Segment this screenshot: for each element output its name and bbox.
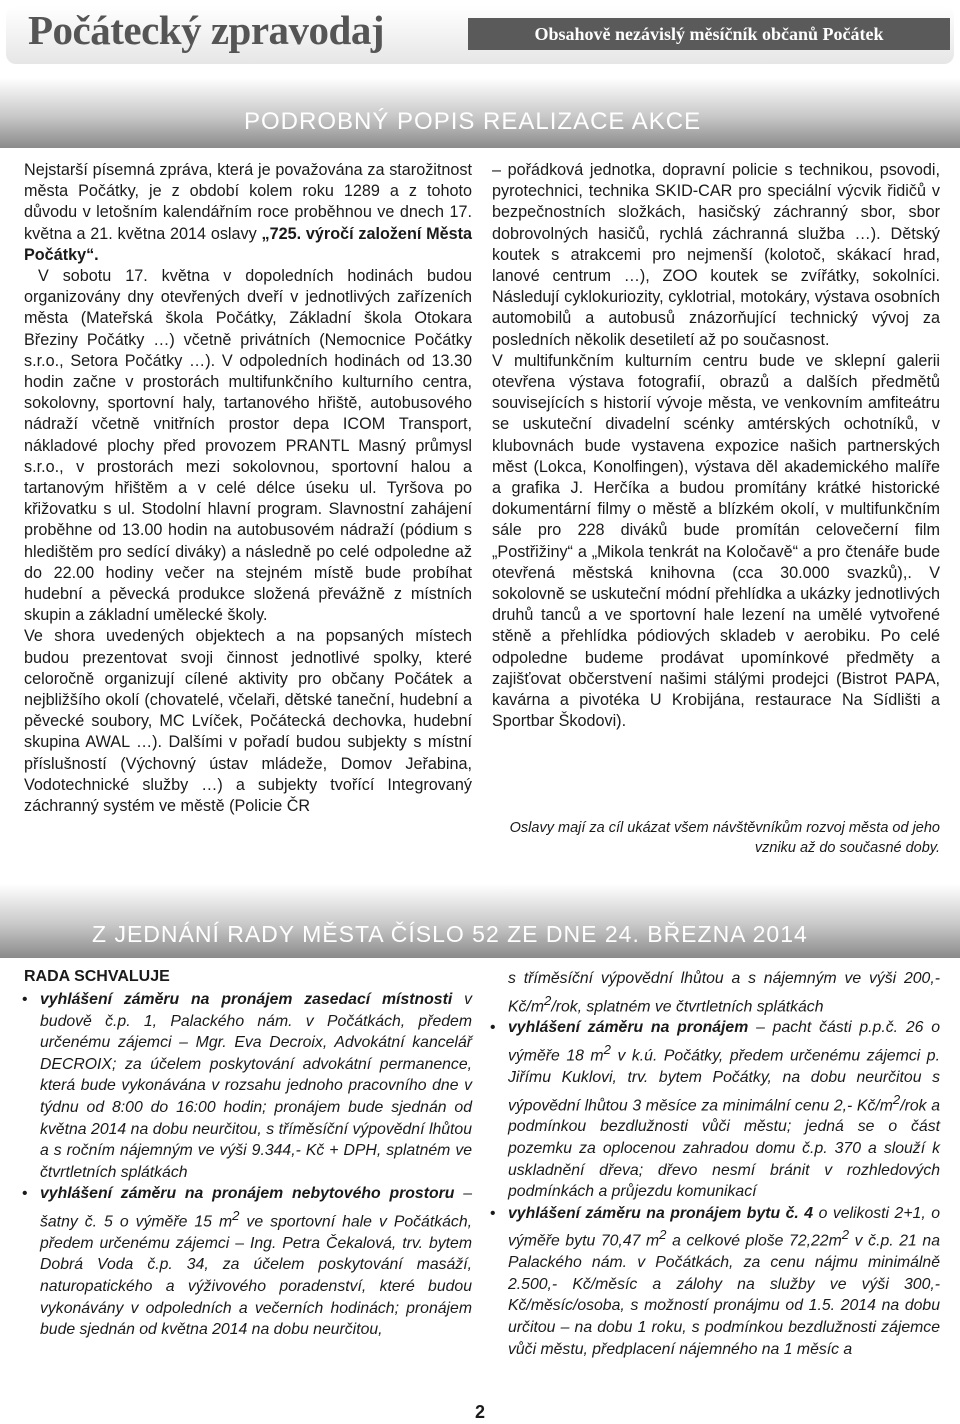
resolution-item bbox=[490, 1203, 940, 1360]
resolution-item bbox=[22, 1183, 472, 1340]
resolution-item bbox=[22, 989, 472, 1183]
resolution-text: /rok a podmínkou bezdlužnosti vůči městu; jedná se o část pozemku za oplocenou zahradou domu č.p. 370 a slouží k uskladnění dřeva; dřevo nesmí bránit v rozhledových podmínkách a průjezdu komunikací bbox=[508, 1096, 941, 1201]
resolution-item bbox=[490, 1017, 940, 1202]
article-column-left bbox=[24, 160, 472, 817]
resolution-continuation bbox=[490, 968, 940, 1017]
section-band-council bbox=[0, 884, 960, 958]
resolution-title: vyhlášení záměru na pronájem bytu č. 4 bbox=[508, 1204, 814, 1222]
resolution-title: vyhlášení záměru na pronájem zasedací místnosti bbox=[40, 991, 453, 1008]
resolution-text: a celkové ploše 72,22m bbox=[666, 1232, 842, 1250]
article-paragraph: – pořádková jednotka, dopravní policie s technikou, psovodi, pyrotechnici, technika SKID-CAR pro speciální výcvik řidičů v bezpečnostních složkách, hasičský záchranný sbor, sbor dobrovolných hasičů, rychlá záchranná služba …). Dětský koutek s atrakcemi pro nejmenší (kolotoč, skákací hrad, lanové centrum …), ZOO koutek se zvířátky, sokolníci. Následují cyklokuriozity, cyklotrial, motokáry, výstava osobních automobilů a autobusů znázorňující technický vývoj za posledních několik desetiletí až po současnost. bbox=[492, 161, 940, 349]
resolution-list-right bbox=[490, 968, 940, 1360]
resolution-title: vyhlášení záměru na pronájem nebytového prostoru bbox=[40, 1185, 455, 1203]
resolution-text: v budově č.p. 1, Palackého nám. v Počátkách, předem určenému zájemci – Mgr. Eva Decroix, Advokátní kancelář DECROIX; za účelem poskytování advokátní permanence, která bude vykonávána v rozsahu jednoho pracovního dne v týdnu od 8:00 do 16:00 hodin; pronájem bude sjednán od května 2014 na dobu neurčitou, s tříměsíční výpovědní lhůtou a s ročním nájemným ve výši 9.344,- Kč + DPH, splatném ve čtvrtletních splátkách bbox=[40, 991, 472, 1181]
superscript: 2 bbox=[232, 1207, 240, 1223]
resolution-text: – pacht části p.p.č. 26 o výměře 18 m bbox=[508, 1019, 940, 1065]
section-heading-event: PODROBNÝ POPIS REALIZACE AKCE bbox=[244, 108, 702, 135]
article-paragraph: Ve shora uvedených objektech a na popsaných místech budou prezentovat svoji činnost jednotlivé spolky, které celoročně organizují cílené aktivity pro občany Počátek a nejbližšího okolí (chovatelé, včelaři, dětské taneční, hudební a pěvecké soubory, MC Lvíček, Počátecká dechovka, hudební skupina AWAL …). Dalšími v pořadí budou subjekty s místní příslušností (Výchovný ústav mládeže, Domov Jeřabina, Vodotechnické služby …) a subjekty tvořící Integrovaný záchranný systém ve městě (Policie ČR bbox=[24, 627, 472, 816]
section-heading-council: Z JEDNÁNÍ RADY MĚSTA ČÍSLO 52 ZE DNE 24. BŘEZNA 2014 bbox=[92, 921, 808, 947]
resolution-list-left bbox=[22, 989, 472, 1341]
superscript: 2 bbox=[841, 1227, 850, 1243]
page-number: 2 bbox=[474, 1402, 485, 1422]
newspaper-tagline: Obsahově nezávislý měsíčník občanů Počátek bbox=[468, 18, 950, 50]
resolution-text: o velikosti 2+1, o výměře bytu 70,47 m bbox=[508, 1204, 940, 1250]
resolution-title: vyhlášení záměru na pronájem bbox=[508, 1019, 749, 1037]
newspaper-title: Počátecký zpravodaj bbox=[28, 7, 384, 53]
resolution-text: /rok, splatném ve čtvrtletních splátkách bbox=[551, 997, 824, 1015]
article-text: Nejstarší písemná zpráva, která je považována za starožitnost města Počátky, je z období kolem roku 1289 a z tohoto důvodu v letošním kalendářním roce proběhnou ve dnech 17. května a 21. května 2014 oslavy bbox=[24, 161, 472, 243]
section-band-event bbox=[0, 78, 960, 148]
article-paragraph bbox=[24, 160, 472, 266]
anniversary-emphasis: „725. výročí založení Města Počátky“. bbox=[24, 224, 472, 264]
council-subheading: RADA SCHVALUJE bbox=[24, 968, 170, 985]
superscript: 2 bbox=[543, 992, 552, 1008]
resolution-text: v k.ú. Počátky, předem určenému zájemci p. Jiřímu Kuklovi, trv. bytem Počátky, na dobu neurčitou s výpovědní lhůtou 3 měsíce za minimální cenu 2,- Kč/m bbox=[508, 1047, 940, 1114]
article-column-right bbox=[492, 160, 940, 732]
resolution-text: – šatny č. 5 o výměře 15 m bbox=[40, 1185, 472, 1231]
resolution-text: s tříměsíční výpovědní lhůtou a s nájemným ve výši 200,- Kč/m bbox=[508, 970, 940, 1015]
superscript: 2 bbox=[603, 1042, 611, 1058]
superscript: 2 bbox=[659, 1227, 667, 1243]
article-caption: Oslavy mají za cíl ukázat všem návštěvníkům rozvoj města od jeho vzniku až do současné doby. bbox=[509, 820, 940, 856]
article-paragraph: V sobotu 17. května v dopoledních hodinách budou organizovány dny otevřených dveří v jednotlivých zařízeních města (Mateřská škola Počátky, Základní škola Otokara Březiny Počátky …) včetně privátních (Nemocnice Počátky s.r.o., Setora Počátky …). V odpoledních hodinách od 13.30 hodin začne v prostorách multifunkčního kulturního centra, sokolovny, sportovní haly, tartanového hřiště, autobusového nádraží včetně vnitřních prostor depa ICOM Transport, nákladové plochy před provozem PRANTL Masný průmysl s.r.o., v prostorách mezi sokolovnou, sportovní halou a tartanovým hřištěm a v celé délce úseku ul. Tyršova po křižovatku s ul. Stodolní hlavní program. Slavnostní zahájení proběhne od 13.00 hodin na autobusovém nádraží (pódium s hledištěm pro sedící diváky) a následně po celé odpoledne až do 22.00 hodiny večer na stejném místě bude probíhat hudební a pěvecká produkce složená převážně z místních skupin a základní umělecké školy. bbox=[24, 267, 472, 625]
article-paragraph: V multifunkčním kulturním centru bude ve sklepní galerii otevřena výstava fotografií, obrazů a dalších předmětů souvisejících s historií vývoje města, ve venkovním amfiteátru se uskuteční divadelní scénky amtérských ochotníků, v klubovnách bude vystavena expozice našich partnerských měst (Lokca, Konolfingen), výstava děl akademického malíře a grafika J. Herčíka a budou promítány krátké historické dokumentární filmy o městě a blízkém okolí, v multifunkčním sále pro 228 diváků bude promítán celovečerní film „Postřižiny“ a „Mikola tenkrát na Koločavě“ a pro čtenáře bude otevřená městská knihovna (cca 30.000 svazků),. V sokolovně se uskuteční módní přehlídka a ukázky jednotlivých druhů tanců a ve sportovní hale lezení na umělé vytvořené stěně a přehlídka pódiových skladeb v aerobiku. Po celé odpoledne budeme prodávat upomínkové předměty a zajišťovat občerstvení našimi stálými prodejci (Bistrot PAPA, kavárna a pivotéka U Krobijána, restaurace Na Sídlišti a Sportbar Škodovi). bbox=[492, 351, 940, 731]
resolution-text: v č.p. 21 na Palackého nám. v Počátkách, za cenu nájmu minimálně 2.500,- Kč/měsíc a zálohy na služby ve výši 300,- Kč/měsíc/osoba, s možností pronájmu od 1.5. 2014 na dobu určitou – na dobu 1 roku, s podmínkou bezdlužnosti zájemce vůči městu, předplacení nájemného na 1 měsíc a bbox=[508, 1232, 940, 1358]
resolution-text: ve sportovní hale v Počátkách, předem určenému zájemci – Ing. Petra Čekalová, trv. bytem Dobrá Voda č.p. 34, za účelem poskytování masáží, naturopatického a výživového poradenství, které budou vykonávány v odpoledních a večerních hodinách; pronájem bude sjednán od května 2014 na dobu neurčitou, bbox=[40, 1213, 472, 1339]
masthead bbox=[0, 0, 960, 72]
superscript: 2 bbox=[892, 1091, 901, 1107]
